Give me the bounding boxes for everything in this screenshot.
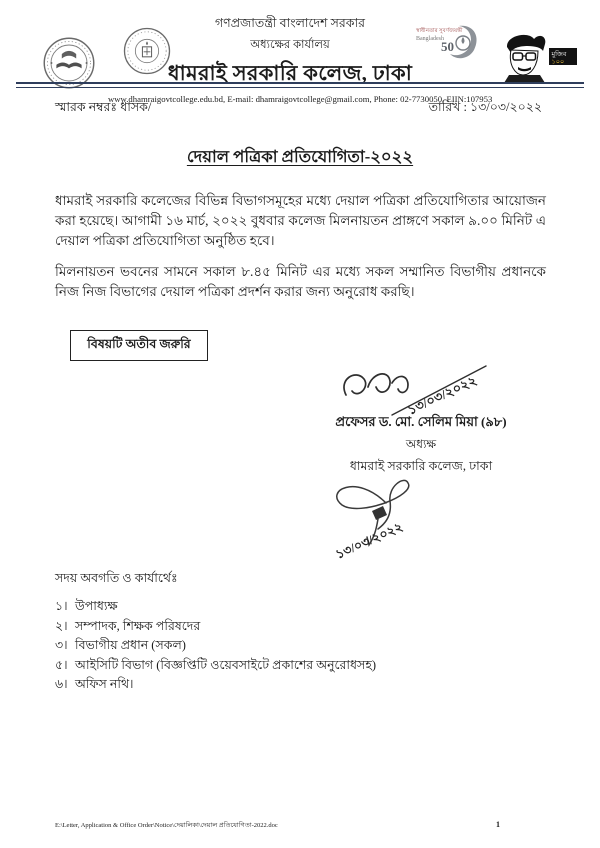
- body-paragraph-2: মিলনায়তন ভবনের সামনে সকাল ৮.৪৫ মিনিট এর মধ্যে সকল সম্মানিত বিভাগীয় প্রধানকে নিজ নিজ বিভাগের দেয়াল পত্রিকা প্রদর্শন করার জন্য অনুরোধ করছি।: [55, 264, 546, 299]
- list-item-number: ৫।: [55, 657, 68, 672]
- office-line: অধ্যক্ষের কার্যালয়: [250, 39, 330, 51]
- mujib-100-icon: [497, 30, 579, 83]
- list-item-text: উপাধ্যক্ষ: [75, 599, 118, 613]
- list-item: [55, 675, 376, 695]
- list-item-number: ৩।: [55, 638, 68, 652]
- list-item: [55, 636, 376, 656]
- list-item-number: ২।: [55, 618, 68, 633]
- distribution-list: [55, 597, 376, 695]
- list-item: [55, 656, 376, 676]
- signatory-institution: ধামরাই সরকারি কলেজ, ঢাকা: [349, 459, 493, 473]
- list-item-text: আইসিটি বিভাগ (বিজ্ঞপ্তিটি ওয়েবসাইটে প্রকাশের অনুরোধসহ): [75, 657, 377, 672]
- header-divider: [16, 82, 584, 88]
- list-item-text: সম্পাদক, শিক্ষক পরিষদের: [75, 618, 201, 633]
- contact-line: www.dhamraigovtcollege.edu.bd, E-mail: dhamraigovtcollege@gmail.com, Phone: 02-7730050, EIIN:107953: [108, 94, 493, 104]
- mujib-number: ১০০: [551, 58, 565, 66]
- signatory-block: [320, 413, 522, 478]
- body-paragraph-1: ধামরাই সরকারি কলেজের বিভিন্ন বিভাগসমূহের মধ্যে দেয়াল পত্রিকা প্রতিযোগিতার আয়োজন করা হয়েছে। আগামী ১৬ মার্চ, ২০২২ বুধবার কলেজ মিলনায়তন প্রাঙ্গণে সকাল ৯.০০ মিনিট এ দেয়াল পত্রিকা প্রতিযোগিতা অনুষ্ঠিত হবে।: [55, 193, 546, 248]
- signatory-designation: অধ্যক্ষ: [405, 437, 437, 451]
- principal-signature: [328, 359, 496, 419]
- memo-number: স্মারক নম্বরঃ ধাসক/: [55, 100, 152, 114]
- list-item-text: অফিস নথি।: [75, 677, 134, 691]
- college-name: ধামরাই সরকারি কলেজ, ঢাকা: [167, 61, 413, 85]
- list-item-number: ১।: [55, 599, 68, 613]
- urgent-box: বিষয়টি অতীব জরুরি: [70, 330, 208, 361]
- footer-file-path: E:\Letter, Application & Office Order\Notice\দেয়ালিকা\দেয়াল প্রতিযোগিতা-2022.doc: [55, 822, 278, 829]
- mujib-word: মুজিব: [551, 51, 567, 58]
- bangladesh-50-icon: [415, 24, 481, 66]
- memo-date: তারিখ : ১৩/০৩/২০২২: [428, 100, 542, 114]
- distribution-heading: সদয় অবগতি ও কার্যার্থেঃ: [55, 571, 178, 585]
- memo-row: [55, 99, 542, 119]
- page-footer: [55, 820, 500, 831]
- notice-title: দেয়াল পত্রিকা প্রতিযোগিতা-২০২২: [186, 147, 414, 166]
- secondary-signature-date: ১৩/০৩/২০২২: [333, 519, 405, 562]
- signatory-name: প্রফেসর ড. মো. সেলিম মিয়া (৯৮): [335, 414, 507, 429]
- government-line: গণপ্রজাতন্ত্রী বাংলাদেশ সরকার: [214, 16, 366, 30]
- b50-number: 50: [441, 39, 454, 54]
- secondary-signature: [316, 473, 454, 563]
- list-item: [55, 597, 376, 617]
- list-item-text: বিভাগীয় প্রধান (সকল): [75, 638, 186, 652]
- b50-country: Bangladesh: [416, 36, 444, 42]
- b50-subtitle: স্বাধীনতার সুবর্ণজয়ন্তী: [416, 28, 463, 34]
- list-item: [55, 617, 376, 637]
- footer-page-number: 1: [496, 820, 500, 829]
- signature-date: ১৩/০৩/২০২২: [404, 372, 480, 418]
- list-item-number: ৬।: [55, 677, 68, 691]
